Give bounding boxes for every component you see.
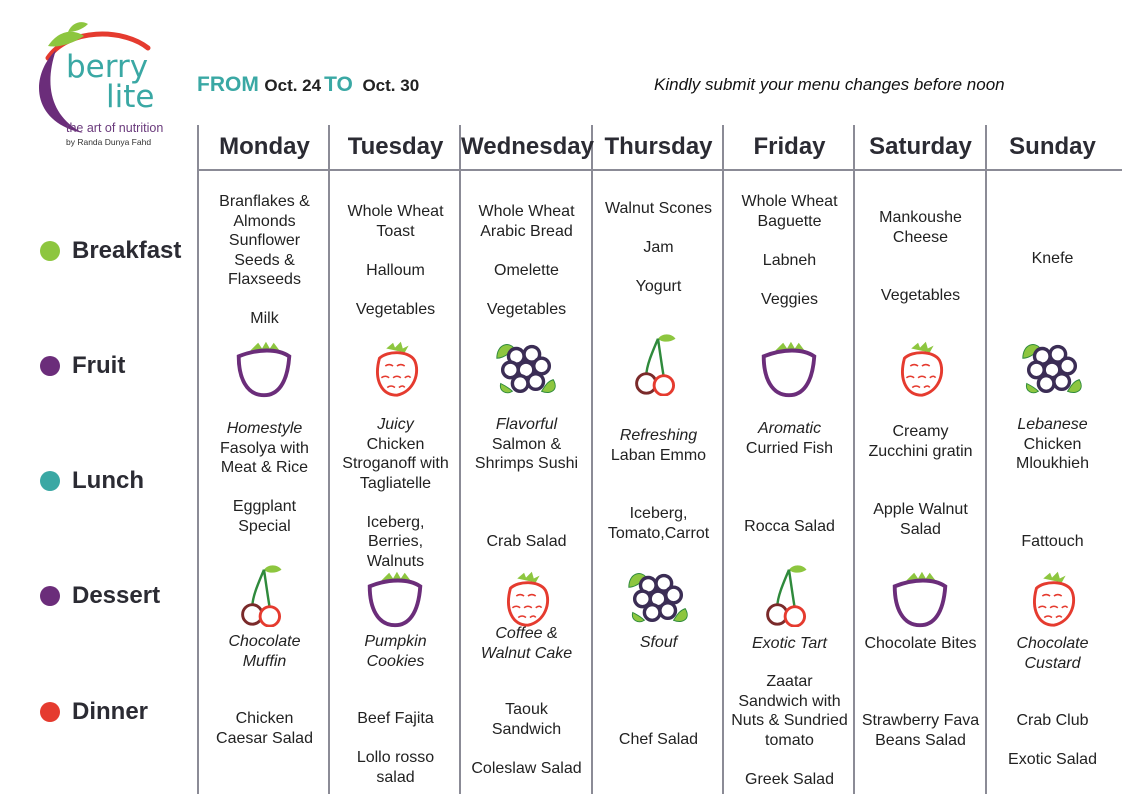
breakfast-cell-friday [724,192,855,309]
menu-line: Milk [250,310,279,327]
meal-label-breakfast [40,236,181,266]
from-label: FROM [197,73,259,96]
spacer-line [724,750,855,770]
raspberry-icon [491,566,561,630]
spacer-line [724,458,855,478]
menu-line: Strawberry Fava [861,712,980,729]
menu-line: Beans Salad [875,731,966,749]
menu-line: Crab Salad [486,533,567,550]
meal-label-lunch [40,466,144,496]
menu-line: Seeds & [234,251,295,269]
menu-line: Pumpkin [364,633,427,650]
menu-line: Laban Emmo [610,446,707,464]
lunch-cell-thursday [593,426,724,543]
menu-line: Lollo rosso [356,749,435,766]
menu-line: Tagliatelle [359,474,432,492]
spacer-line [199,478,330,498]
meal-name: Dessert [72,582,161,609]
menu-line: Whole Wheat [741,193,838,210]
menu-line: Sunflower [228,232,301,249]
dessert-cell-monday [199,632,330,671]
menu-line: Almonds [233,212,296,230]
spacer-line [461,493,592,513]
spacer-line [593,258,724,278]
header-divider [197,169,1122,171]
menu-line: Sandwich [491,720,562,738]
menu-line: Fattouch [1021,533,1084,550]
spacer-line [330,729,461,749]
from-date: Oct. 24 [264,76,322,95]
menu-line: Zucchini gratin [868,442,973,460]
menu-line: Walnut Scones [604,200,712,217]
logo-tagline: the art of nutrition [66,121,164,135]
dessert-cell-thursday [593,633,724,653]
menu-line: Chicken [366,435,425,453]
menu-line: Beef Fajita [357,710,434,727]
meal-label-fruit [40,351,125,381]
dinner-cell-wednesday [461,700,592,778]
spacer-line [593,219,724,239]
lunch-cell-saturday [855,422,986,539]
dinner-cell-sunday [987,711,1118,770]
menu-line: Exotic Tart [752,635,827,652]
spacer-line [461,241,592,261]
day-header-sunday: Sunday [1009,133,1096,160]
cherry-icon [623,332,693,396]
meal-name: Lunch [72,467,144,494]
menu-line: Eggplant [232,498,297,515]
blackberry-icon [623,563,693,627]
menu-line: Whole Wheat [347,203,444,220]
spacer-line [461,739,592,759]
day-header-saturday: Saturday [869,133,972,160]
meal-name: Breakfast [72,237,182,264]
dinner-cell-tuesday [330,709,461,787]
menu-line: Vegetables [486,300,567,318]
menu-line: Yogurt [635,278,682,295]
dinner-cell-thursday [593,730,724,750]
menu-line: Taouk [505,701,548,718]
menu-change-notice: Kindly submit your menu changes before noon [654,75,1005,94]
menu-line: Crab Club [1016,712,1089,729]
spacer-line [987,493,1118,513]
menu-line: Custard [1024,654,1081,672]
menu-line: Flavorful [495,416,558,433]
menu-line: Vegetables [355,300,436,318]
dessert-cell-tuesday [330,632,461,671]
day-header-monday: Monday [219,133,310,160]
fig-icon [229,336,299,400]
fig-icon [754,336,824,400]
logo-word-berry: berry [66,49,149,85]
menu-line: salad [376,768,415,786]
raspberry-icon [1017,566,1087,630]
spacer-line [199,290,330,310]
spacer-line [593,465,724,485]
cherry-icon [229,563,299,627]
breakfast-cell-sunday [987,249,1118,269]
menu-line: Mloukhieh [1016,455,1089,472]
to-label: TO [324,73,353,96]
menu-line: Iceberg, [366,513,425,531]
menu-line: Veggies [761,290,818,308]
menu-line: Zaatar [766,673,813,690]
menu-line: Branflakes & [219,193,310,210]
spacer-line [855,247,986,267]
menu-line: Salmon & [491,435,562,453]
menu-line: Tomato,Carrot [607,524,710,542]
lunch-cell-friday [724,419,855,536]
menu-line: Walnuts [366,552,425,570]
menu-line: Jam [643,239,674,256]
menu-line: Meat & Rice [220,459,309,476]
spacer-line [724,478,855,498]
spacer-line [593,485,724,505]
menu-line: Stroganoff with [342,455,449,472]
spacer-line [461,280,592,300]
logo-word-lite: lite [106,79,155,115]
brand-logo [28,18,178,168]
breakfast-cell-monday [199,192,330,329]
menu-line: Special [238,517,291,535]
blackberry-icon [1017,334,1087,398]
spacer-line [330,493,461,513]
menu-line: Exotic Salad [1008,751,1097,768]
menu-line: Labneh [762,251,817,269]
menu-line: Vegetables [880,287,961,304]
meal-dot [40,356,60,376]
lunch-cell-sunday [987,415,1118,552]
meal-name: Dinner [72,698,149,725]
menu-line: Apple Walnut [873,501,968,518]
menu-line: Chocolate [228,633,301,650]
menu-line: Shrimps Sushi [474,455,579,472]
lunch-cell-monday [199,419,330,536]
menu-line: Toast [376,222,415,240]
spacer-line [987,513,1118,533]
menu-line: Fasolya with [220,439,309,457]
meal-name: Fruit [72,352,126,379]
day-header-thursday: Thursday [604,133,713,160]
dessert-cell-wednesday [461,624,592,663]
menu-line: Sfouf [639,634,678,651]
spacer-line [724,231,855,251]
spacer-line [724,497,855,517]
menu-line: Sandwich with [738,692,841,710]
meal-dot [40,702,60,722]
spacer-line [987,731,1118,751]
menu-line: Cookies [366,652,425,670]
breakfast-cell-tuesday [330,202,461,319]
menu-line: Refreshing [619,427,698,444]
menu-line: Whole Wheat [478,203,575,220]
breakfast-cell-saturday [855,208,986,306]
spacer-line [461,513,592,533]
lunch-cell-tuesday [330,415,461,571]
to-date: Oct. 30 [362,76,420,95]
menu-line: Arabic Bread [480,222,573,240]
menu-line: Curried Fish [745,439,834,457]
menu-line: Baguette [757,212,822,230]
menu-line: Flaxseeds [228,271,301,288]
cherry-icon [754,563,824,627]
meal-label-dessert [40,581,160,611]
menu-line: Aromatic [757,420,822,437]
day-header-friday: Friday [753,133,826,160]
raspberry-icon [360,336,430,400]
dessert-cell-saturday [855,634,986,654]
spacer-line [330,280,461,300]
day-header-tuesday: Tuesday [347,133,444,160]
menu-line: Chef Salad [618,731,699,748]
menu-line: Iceberg, [629,505,688,522]
menu-line: Lebanese [1017,416,1088,433]
menu-line: tomato [765,731,814,749]
menu-line: Muffin [242,652,287,670]
menu-line: Omelette [494,261,559,279]
fig-icon [885,566,955,630]
meal-label-dinner [40,697,148,727]
menu-line: Rocca Salad [744,517,835,535]
spacer-line [855,481,986,501]
breakfast-cell-wednesday [461,202,592,319]
day-header-wednesday: Wednesday [461,133,594,160]
dessert-cell-sunday [987,634,1118,673]
menu-line: Coleslaw Salad [471,759,582,777]
menu-line: Cheese [892,228,949,246]
menu-line: Chicken [235,710,294,727]
menu-line: Knefe [1031,250,1074,267]
spacer-line [724,270,855,290]
spacer-line [987,474,1118,494]
menu-line: Nuts & Sundried [731,712,848,729]
menu-line: Salad [900,520,941,538]
meal-dot [40,586,60,606]
menu-line: Greek Salad [745,770,834,788]
breakfast-cell-thursday [593,199,724,297]
menu-line: Chocolate Bites [864,635,977,652]
meal-dot [40,241,60,261]
menu-line: Juicy [377,416,414,433]
spacer-line [330,241,461,261]
menu-line: Mankoushe [879,209,962,226]
menu-line: Halloum [366,261,425,279]
spacer-line [855,267,986,287]
menu-line: Caesar Salad [216,729,313,747]
menu-line: Chocolate [1016,635,1089,652]
dessert-cell-friday [724,634,855,654]
menu-line: Creamy [892,423,949,440]
blackberry-icon [491,334,561,398]
menu-line: Coffee & [495,625,558,642]
menu-line: Chicken [1023,435,1082,453]
menu-line: Homestyle [226,420,303,437]
menu-line: Berries, [367,533,424,550]
menu-line: Walnut Cake [480,644,573,662]
logo-byline: by Randa Dunya Fahd [66,137,152,147]
spacer-line [461,474,592,494]
spacer-line [855,461,986,481]
raspberry-icon [885,336,955,400]
fig-icon [360,566,430,630]
lunch-cell-wednesday [461,415,592,552]
dinner-cell-monday [199,709,330,748]
dinner-cell-saturday [855,711,986,750]
date-range [197,73,419,97]
meal-dot [40,471,60,491]
dinner-cell-friday [724,672,855,789]
